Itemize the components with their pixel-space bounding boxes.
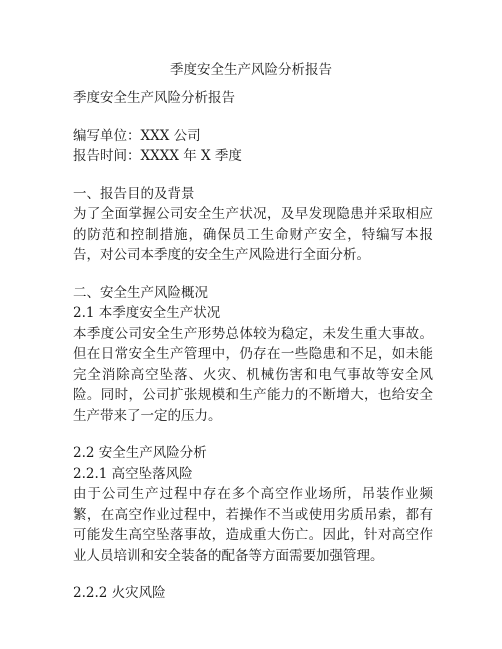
- section-heading-purpose: 一、报告目的及背景: [73, 185, 195, 202]
- subsection-heading-status: 2.1 本季度安全生产状况: [73, 305, 221, 321]
- document-subtitle: 季度安全生产风险分析报告: [73, 90, 235, 106]
- document-body: [73, 88, 433, 604]
- subsection-heading-fall-risk: 2.2.1 高空坠落风险: [73, 465, 193, 482]
- fall-risk-paragraph: 由于公司生产过程中存在多个高空作业场所，吊装作业频繁，在高空作业过程中，若操作不当或使用劣质吊索，都有可能发生高空坠落事故，造成重大伤亡。因此，针对高空作业人员培训和安全装备的配备等方面需要加强管理。: [73, 486, 433, 564]
- document-title: 季度安全生产风险分析报告: [170, 62, 332, 78]
- author-line: 编写单位：XXX 公司: [73, 127, 201, 144]
- subsection-heading-fire-risk: 2.2.2 火灾风险: [73, 585, 166, 601]
- status-paragraph: 本季度公司安全生产形势总体较为稳定，未发生重大事故。但在日常安全生产管理中，仍存在一些隐患和不足，如未能完全消除高空坠落、火灾、机械伤害和电气事故等安全风险。同时，公司扩张规模和生产能力的不断增大，也给安全生产带来了一定的压力。: [73, 325, 433, 424]
- purpose-paragraph: 为了全面掌握公司安全生产状况，及早发现隐患并采取相应的防范和控制措施，确保员工生命财产安全，特编写本报告，对公司本季度的安全生产风险进行全面分析。: [73, 206, 433, 263]
- date-line: 报告时间：XXXX 年 X 季度: [73, 148, 242, 164]
- section-heading-overview: 二、安全生产风险概况: [73, 284, 208, 301]
- subsection-heading-analysis: 2.2 安全生产风险分析: [73, 445, 207, 461]
